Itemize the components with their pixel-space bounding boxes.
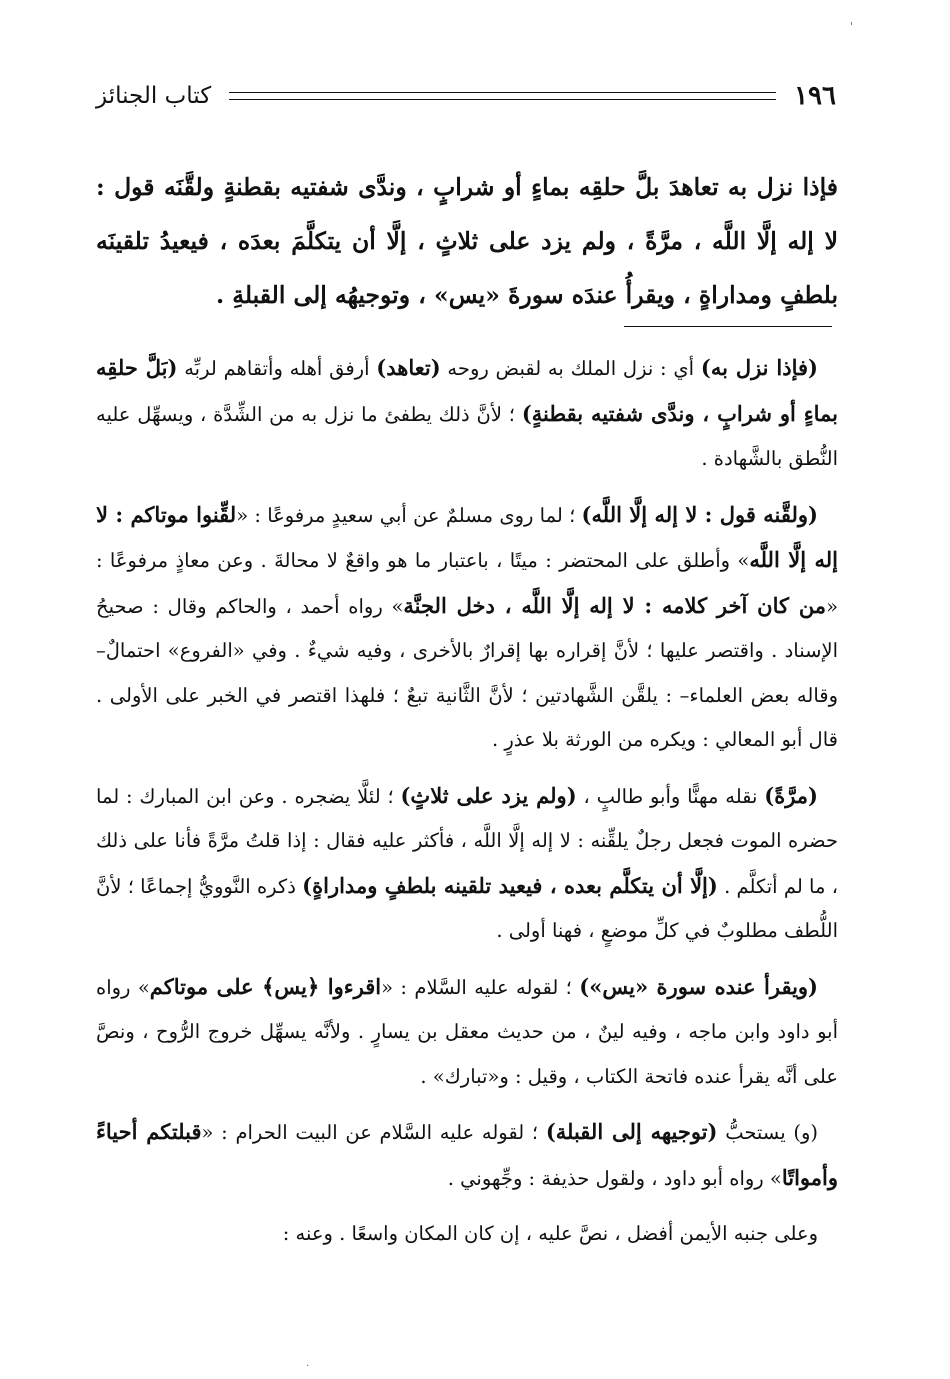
commentary — [96, 346, 838, 1257]
quoted-phrase: (فإذا نزل به) — [700, 355, 818, 380]
commentary-text: نقله مهنًّا وأبو طالبٍ ، — [576, 784, 765, 808]
commentary-text: ؛ لقوله عليه السَّلام عن البيت الحرام : « — [201, 1121, 546, 1144]
commentary-text: ؛ لأنَّ ذلك يطفئ ما نزل به من الشِّدَّة ، ويسهِّل عليه النُّطق بالشَّهادة . — [96, 402, 838, 470]
hadith-quote: لقِّنوا موتاكم : لا إله إلَّا اللَّه — [96, 501, 839, 572]
commentary-text: ؛ لقوله عليه السَّلام : « — [381, 975, 580, 999]
commentary-text: ؛ لما روى مسلمٌ عن أبي سعيدٍ مرفوعًا : « — [236, 503, 582, 527]
quoted-phrase: (مرَّةً) — [764, 782, 818, 808]
commentary-text: أي : نزل الملك به لقبض روحه — [440, 357, 701, 380]
book-title: كتاب الجنائز — [96, 83, 212, 109]
main-text-paragraph: فإذا نزل به تعاهدَ بلَّ حلقِه بماءٍ أو شرابٍ ، وندَّى شفتيه بقطنةٍ ولقَّنَه قول : لا إله إلَّا اللَّه ، مرَّةً ، ولم يزد على ثلاثٍ ، إلَّا أن يتكلَّمَ بعدَه ، فيعيدُ تلقينَه بلطفٍ ومداراةٍ ، ويقرأُ عندَه سورةَ «يس» ، وتوجيهُه إلى القبلةِ . — [96, 173, 838, 309]
quoted-phrase: (تعاهد) — [376, 355, 441, 380]
commentary-text: » رواه أبو داود ، ولقول حذيفة : وجِّهوني . — [447, 1166, 782, 1190]
commentary-text: (و) يستحبُّ — [717, 1121, 818, 1144]
commentary-text: ؛ لئلَّا يضجره . وعن ابن المبارك : لما حضره الموت فجعل رجلٌ يلقِّنه : لا إله إلَّا اللَّه ، فأكثر عليه فقال : إذا قلتُ مرَّةً فأنا على ذلك ، ما لم أتكلَّم . — [96, 784, 838, 898]
commentary-text: أرفق أهله وأتقاهم لربِّه — [177, 357, 377, 380]
hadith-quote: اقرءوا ﴿يس﴾ على موتاكم — [149, 973, 382, 999]
quoted-phrase: (ولقَّنه قول : لا إله إلَّا اللَّه) — [581, 501, 818, 527]
quoted-phrase: (ولم يزد على ثلاثٍ) — [400, 782, 577, 808]
main-text — [96, 160, 838, 322]
commentary-text: » رواه أحمد ، والحاكم وقال : صحيحُ الإسناد . واقتصر عليها ؛ لأنَّ إقراره بها إقرارٌ بالأخرى ، وفيه شيءٌ . وفي «الفروع» احتمالٌ– وقاله بعض العلماء– : يلقَّن الشَّهادتين ؛ لأنَّ الثَّانية تبعٌ ؛ فلهذا اقتصر في الخبر على الأولى . قال أبو المعالي : ويكره من الورثة بلا عذرٍ . — [96, 594, 838, 751]
quoted-phrase: (توجيهه إلى القبلة) — [545, 1119, 718, 1144]
commentary-paragraph-5 — [96, 1110, 838, 1201]
commentary-text: ذكره النَّوويُّ إجماعًا ؛ لأنَّ اللُّطف مطلوبٌ في كلِّ موضعٍ ، فهنا أولى . — [96, 874, 838, 942]
commentary-paragraph-4 — [96, 965, 838, 1100]
hadith-quote: من كان آخر كلامه : لا إله إلَّا اللَّه ، دخل الجنَّة — [403, 592, 827, 618]
book-page: ' ١٩٦ كتاب الجنائز فإذا نزل به تعاهدَ بلَّ حلقِه بماءٍ أو شرابٍ ، وندَّى شفتيه بقطنةٍ ولقَّنَه قول : لا إله إلَّا اللَّه ، مرَّةً ، ولم يزد على ثلاثٍ ، إلَّا أن يتكلَّمَ بعدَه ، فيعيدُ تلقينَه بلطفٍ ومداراةٍ ، ويقرأُ عندَه سورةَ «يس» ، وتوجيهُه إلى القبلةِ . (فإذا نزل به) أي : نزل الملك به لقبض روحه (تعاهد) أرفق أهله وأتقاهم لربِّه (بَلَّ حلقِه بماءٍ أو شرابٍ ، وندَّى شفتيه بقطنةٍ) ؛ لأنَّ ذلك يطفئ ما نزل به من الشِّدَّة ، ويسهِّل عليه النُّطق بالشَّهادة . (ولقَّنه قول : لا إله إلَّا اللَّه) ؛ لما روى مسلمٌ عن أبي سعيدٍ مرفوعًا : «لقِّنوا موتاكم : لا إله إلَّا اللَّه» وأطلق على المحتضر : ميتًا ، باعتبار ما هو واقعٌ لا محالةَ . وعن معاذٍ مرفوعًا : «من كان آخر كلامه : لا إله إلَّا اللَّه ، دخل الجنَّة» رواه أحمد ، والحاكم وقال : صحيحُ الإسناد . واقتصر عليها ؛ لأنَّ إقراره بها إقرارٌ بالأخرى ، وفيه شيءٌ . وفي «الفروع» احتمالٌ– وقاله بعض العلماء– : يلقَّن الشَّهادتين ؛ لأنَّ الثَّانية تبعٌ ؛ فلهذا اقتصر في الخبر على الأولى . قال أبو المعالي : ويكره من الورثة بلا عذرٍ . (مرَّةً) نقله مهنًّا وأبو طالبٍ ، (ولم يزد على ثلاثٍ) ؛ لئلَّا يضجره . وعن ابن المبارك : لما حضره الموت فجعل رجلٌ يلقِّنه : لا إله إلَّا اللَّه ، فأكثر عليه فقال : إذا قلتُ مرَّةً فأنا على ذلك ، ما لم أتكلَّم . (إلَّا أن يتكلَّم بعده ، فيعيد تلقينه بلطفٍ ومداراةٍ) ذكره النَّوويُّ إجماعًا ؛ لأنَّ اللُّطف مطلوبٌ في كلِّ موضعٍ ، فهنا أولى . (ويقرأ عنده سورة «يس») ؛ لقوله عليه السَّلام : «اقرءوا ﴿يس﴾ على موتاكم» رواه أبو داود وابن ماجه ، وفيه لينٌ ، من حديث معقل بن يسارٍ . ولأنَّه يسهِّل خروج الرُّوح ، ونصَّ على أنَّه يقرأ عنده فاتحة الكتاب ، وقيل : و«تبارك» . (و) يستحبُّ (توجيهه إلى القبلة) ؛ لقوله عليه السَّلام عن البيت الحرام : «قبلتكم أحياءً وأمواتًا» رواه أبو داود ، ولقول حذيفة : وجِّهوني . وعلى جنبه الأيمن أفضل ، نصَّ عليه ، إن كان المكان واسعًا . وعنه : . — [96, 20, 854, 1369]
commentary-paragraph-6 — [96, 1212, 838, 1257]
commentary-text: » وأطلق على المحتضر : ميتًا ، باعتبار ما هو واقعٌ لا محالةَ . وعن معاذٍ مرفوعًا : « — [96, 549, 838, 618]
hadith-quote: قبلتكم أحياءً وأمواتًا — [96, 1119, 838, 1190]
commentary-paragraph-1 — [96, 346, 838, 482]
commentary-paragraph-2 — [96, 493, 838, 763]
quoted-phrase: (ويقرأ عنده سورة «يس») — [579, 973, 818, 999]
page-number: ١٩٦ — [794, 81, 836, 111]
commentary-text: وعلى جنبه الأيمن أفضل ، نصَّ عليه ، إن كان المكان واسعًا . وعنه : — [282, 1222, 818, 1245]
commentary-text: » رواه أبو داود وابن ماجه ، وفيه لينٌ ، من حديث معقل بن يسارٍ . ولأنَّه يسهِّل خروج الرُّوح ، ونصَّ على أنَّه يقرأ عنده فاتحة الكتاب ، وقيل : و«تبارك» . — [96, 975, 838, 1088]
quoted-phrase: (إلَّا أن يتكلَّم بعده ، فيعيد تلقينه بلطفٍ ومداراةٍ) — [302, 872, 718, 898]
quoted-phrase: (بَلَّ حلقِه بماءٍ أو شرابٍ ، وندَّى شفتيه بقطنةٍ) — [96, 355, 838, 426]
header-rule — [229, 92, 776, 100]
footnote-divider — [624, 326, 832, 327]
commentary-paragraph-3 — [96, 774, 838, 954]
page-header — [96, 76, 836, 116]
